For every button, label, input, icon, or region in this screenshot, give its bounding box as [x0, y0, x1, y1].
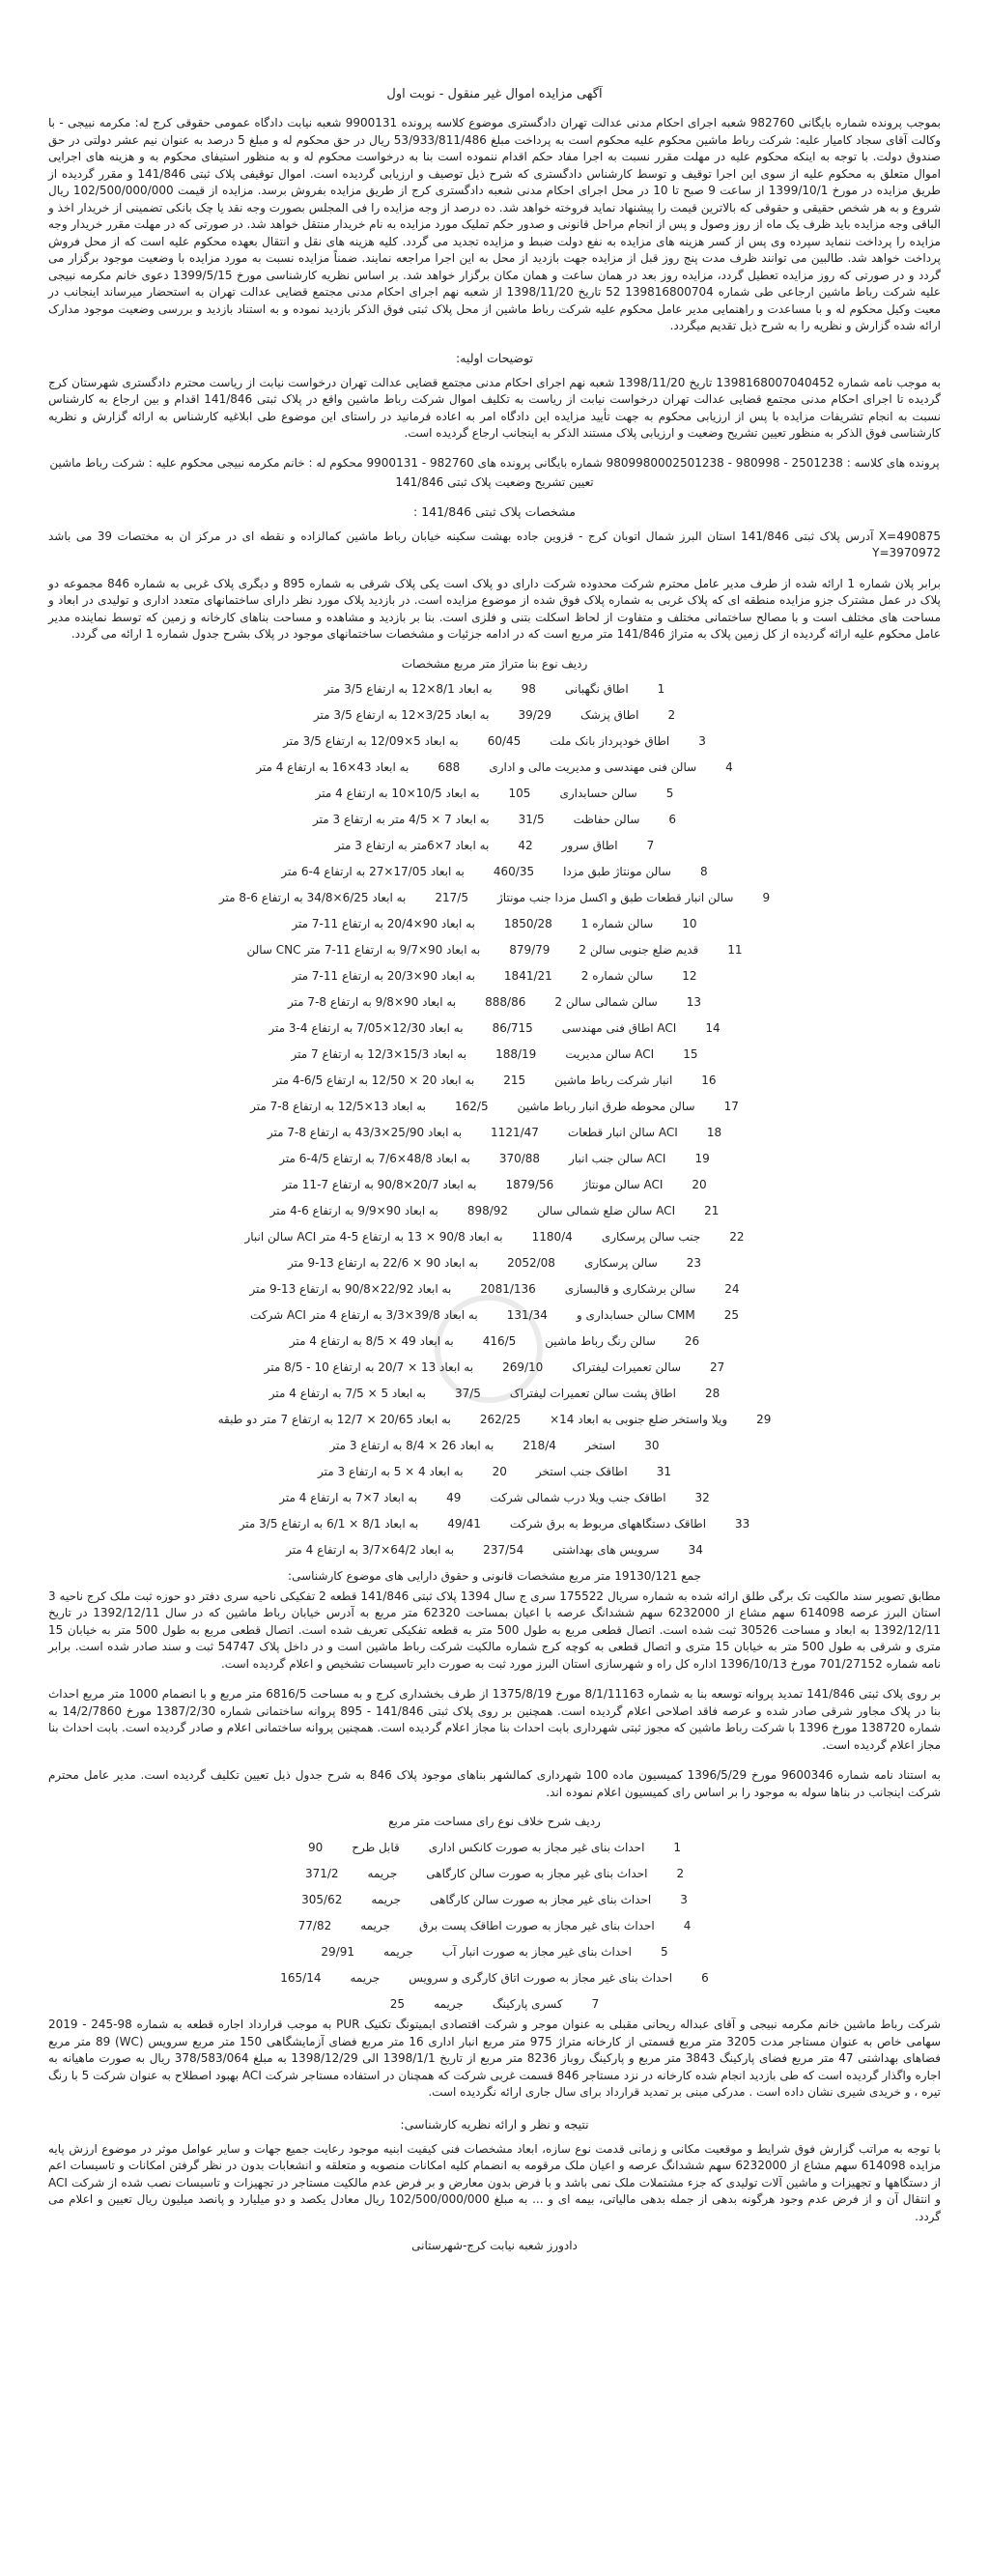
cell-n: 26: [684, 1334, 700, 1348]
violation-row: [48, 1886, 941, 1912]
cell-name: اطاقک دستگاههای مربوط به برق شرکت: [509, 1517, 707, 1531]
violations-table: [48, 1834, 941, 2017]
cell-n: 23: [686, 1256, 702, 1270]
table-row: [48, 1172, 941, 1198]
cell-spec: به ابعاد 64/2×3/7 به ارتفاع 4 متر: [286, 1543, 455, 1557]
cell-area: 370/88: [498, 1152, 541, 1165]
cell-area: 77/82: [297, 1918, 332, 1932]
cell-n: 4: [725, 760, 733, 774]
cell-n: 22: [729, 1230, 745, 1244]
cell-name: سالن حفاظت: [573, 813, 640, 826]
cell-area: 131/34: [506, 1308, 548, 1322]
cell-n: 3: [680, 1892, 688, 1906]
cell-area: 90: [307, 1840, 324, 1854]
cell-spec: به ابعاد 13×12/5 به ارتفاع 8-7 متر: [250, 1100, 427, 1113]
cell-spec: به ابعاد 90×9/8 به ارتفاع 8-7 متر: [287, 995, 457, 1009]
table-row: [48, 1459, 941, 1485]
table-row: [48, 1433, 941, 1459]
cell-n: 7: [591, 1996, 600, 2011]
violation-row: [48, 1860, 941, 1886]
cell-spec: به ابعاد 90/8 × 13 به ارتفاع 5-4 متر ACI سالن انبار: [244, 1230, 503, 1244]
cell-n: 10: [682, 917, 697, 930]
cell-n: 7: [646, 839, 655, 852]
cell-name: سالن شماره 1: [580, 917, 654, 930]
cell-desc: احداث بنای غیر مجاز به صورت سالن کارگاهی: [426, 1866, 648, 1880]
cell-vote: جریمه: [371, 1892, 402, 1906]
cell-n: 5: [660, 1944, 668, 1959]
cell-name: سالن برشکاری و قالبسازی: [564, 1282, 696, 1296]
cell-desc: احداث بنای غیر مجاز به صورت اطاقک پست برق: [418, 1918, 655, 1932]
cell-name: ACI سالن انبار قطعات: [567, 1126, 678, 1139]
cell-n: 16: [701, 1073, 717, 1087]
cell-area: 39/29: [518, 708, 552, 722]
cell-n: 18: [706, 1126, 722, 1139]
cell-spec: به ابعاد 5 × 7/5 به ارتفاع 4 متر: [268, 1387, 426, 1400]
table-row: [48, 1198, 941, 1224]
contract-paragraph: شرکت رباط ماشین خانم مکرمه نبیجی و آقای عبداله ریحانی مقبلی به عنوان موجر و شرکت اقتصادی ایمیتونگ تکنیک PUR به موجب قرارداد اجاره قطعه به شماره 98-245 - 2019 سهامی خاص به عنوان مستاجر مدت 3205 متر مربع قسمتی از کارخانه متراژ 975 متر مربع انبار اداری 16 متر مربع فضای آزمایشگاهی 150 متر مربع سرویس (WC) 89 متر مربع فضاهای بهداشتی 47 متر مربع فضای پارکینگ 3843 متر مربع و پارکینگ روباز 8236 متر مربع از تاریخ 1398/1/1 الی 1398/12/29 به مبلغ 378/583/064 ریال به صورت ماهیانه به اجاره واگذار گردیده است که طی بازدید انجام شده کارخانه در نزد مستاجر 846 قسمت غربی شرکت که همچنان در استفاده مستاجر شرکت ACI بهبود اصطلاح به عنوان شرکت 5 با رنگ تیره ، و خریدی شیری نشان داده است . مدرکی مبنی بر تمدید قرارداد برای سال جاری ارائه نگردیده است.: [48, 2018, 942, 2099]
intro-paragraph: بموجب پرونده شماره بایگانی 982760 شعبه اجرای احکام مدنی عدالت تهران دادگستری موضوع کلاسه پرونده 9900131 شعبه نیابت دادگاه عمومی حقوقی کرج له: مکرمه نبیجی - با وکالت آقای سجاد کامیار علیه: شرکت رباط ماشین محکوم علیه محکوم است به پرداخت مبلغ 53/933/811/486 ریال در حق محکوم له و مبلغ 5 درصد به عنوان نیم عشر دولتی در حق صندوق دولت. با توجه به اینکه محکوم علیه در مهلت مقرر نسبت به اجرا مفاد حکم اقدام ننموده است بنا به درخواست محکوم له و به منظور استیفای محکوم به و هزینه های اجرایی اموال متعلق به محکوم علیه از سوی این اجرا توقیف و توسط کارشناس دادگستری که شرح ذیل توصیف و ارزیابی گردیده است. اموال توقیفی پلاک ثبتی 141/846 و مقرر گردیده از طریق مزایده در مورخ 1399/10/1 از ساعت 9 صبح تا 10 در محل اجرای احکام مدنی شعبه دادگستری کرج از طریق مزایده بفروش برسد. مزایده از قیمت 102/500/000/000 ریال شروع و به هر شخص حقیقی و حقوقی که بالاترین قیمت را پیشنهاد نماید فروخته خواهد شد. ده درصد از وجه مزایده را فی المجلس بصورت وجه نقد یا چک بانکی تضمینی از خریدار اخذ و الباقی وجه مزایده باید ظرف یک ماه از روز وصول و پس از انجام مراحل قانونی و صدور حکم تملیک مورد مزایده به نام خریدار منتقل خواهد شد. در صورتی که در مهلت مقرر خریدار وجه مزایده را پرداخت ننماید سپرده وی پس از کسر هزینه های مزایده به نفع دولت ضبط و مزایده تجدید می گردد. کلیه هزینه های نقل و انتقال بعهده محکوم علیه است که از محل فروش پرداخت خواهد شد. طالبین می توانند ظرف مدت پنج روز قبل از مزایده جهت بازدید از محل به این اجرا مراجعه نمایند. ضمناً مزایده نسبت به مورد مزایده با وضعیت موجود برگزار می گردد و در صورتی که روز مزایده تعطیل گردد، مزایده روز بعد در همان ساعت و همان مکان برگزار خواهد شد. بر اساس نظریه کارشناسی مورخ 1399/5/15 دعوی خانم مکرمه نبیجی علیه شرکت رباط ماشین ارجاعی طی شماره 139816800704 52 تاریخ 1398/11/20 از شعبه نهم اجرای احکام مدنی مجتمع قضایی عدالت تهران به استحضار میرساند اینجانب در معیت وکیل محکوم له و با مساعدت و راهنمایی مدیر عامل محکوم علیه شرکت رباط ماشین از محل پلاک ثبتی فوق الذکر بازدید نموده و به استناد بازدید و بررسی وضعیت موجود مدارک ارائه شده گزارش و نظریه را به شرح ذیل تقدیم میگردد.: [47, 116, 941, 332]
cell-spec: به ابعاد 90×20/4 به ارتفاع 11-7 متر: [292, 917, 475, 930]
cell-n: 29: [756, 1413, 772, 1426]
cell-spec: به ابعاد 13 × 20/7 به ارتفاع 10 - 8/5 متر: [264, 1360, 474, 1374]
commission-paragraph: به استناد نامه شماره 9600346 مورخ 1396/5/29 کمیسیون ماده 100 شهرداری کمالشهر بناهای موجود پلاک 846 به شرح جدول ذیل تعیین تکلیف گردیده است. مدیر عامل محترم شرکت اینجانب در بناها سوله به موجود را بر اساس رای کمیسیون اعلام نموده اند.: [48, 1768, 942, 1799]
cell-area: 898/92: [466, 1204, 509, 1217]
cell-name: اطاق سرور: [561, 839, 618, 852]
cell-area: 1850/28: [503, 917, 552, 930]
cell-spec: به ابعاد 5×12/09 به ارتفاع 3/5 متر: [283, 734, 459, 748]
cell-n: 17: [723, 1100, 739, 1113]
cell-vote: جریمه: [360, 1918, 390, 1932]
cell-n: 21: [704, 1204, 720, 1217]
cell-area: 1879/56: [505, 1178, 554, 1191]
cell-spec: به ابعاد 25/90×43/3 به ارتفاع 8-7 متر: [267, 1126, 463, 1139]
table-row: [48, 1146, 941, 1172]
cell-n: 20: [692, 1178, 707, 1191]
cell-area: 2052/08: [507, 1256, 555, 1270]
cell-name: اطاقک جنب استخر: [535, 1465, 628, 1478]
cell-name: سالن پرسکاری: [583, 1256, 658, 1270]
case-line: پرونده های کلاسه : 2501238 - 980998 - 9809980002501238 شماره بایگانی پرونده های 982760 - 9900131 محکوم له : خانم مکرمه نبیجی محکوم علیه : شرکت رباط ماشین: [49, 455, 940, 470]
cell-name: انبار شرکت رباط ماشین: [554, 1073, 673, 1087]
violation-row: [48, 1938, 941, 1964]
cell-area: 460/35: [493, 865, 535, 878]
cell-area: 1121/47: [491, 1126, 539, 1139]
cell-spec: به ابعاد 22/92×90/8 به ارتفاع 13-9 متر: [249, 1282, 452, 1296]
cell-n: 3: [698, 734, 706, 748]
cell-n: 31: [656, 1465, 671, 1478]
cell-vote: جریمه: [350, 1970, 381, 1985]
cell-area: 218/4: [523, 1439, 556, 1452]
cell-area: 60/45: [487, 734, 522, 748]
table-row: [48, 859, 941, 885]
cell-spec: به ابعاد 17/05×27 به ارتفاع 4-6 متر: [281, 865, 465, 878]
table-row: [48, 1250, 941, 1276]
table-row: [48, 1407, 941, 1433]
table-row: [48, 911, 941, 937]
cell-name: سالن شماره 2: [580, 969, 654, 983]
cell-n: 28: [704, 1387, 721, 1400]
cell-desc: احداث بنای غیر مجاز به صورت کانکس اداری: [428, 1840, 645, 1854]
cell-name: ACI سالن ضلع شمالی سالن: [537, 1204, 676, 1217]
cell-area: 42: [518, 839, 533, 852]
cell-n: 4: [683, 1918, 692, 1932]
table-row: [48, 833, 941, 859]
cell-n: 13: [686, 995, 702, 1009]
cell-area: 162/5: [455, 1100, 489, 1113]
cell-spec: به ابعاد 8/1 × 6/1 به ارتفاع 3/5 متر: [239, 1517, 419, 1531]
cell-n: 33: [735, 1517, 750, 1531]
cell-spec: به ابعاد 49 × 8/5 به ارتفاع 4 متر: [289, 1334, 454, 1348]
table-row: [48, 1120, 941, 1146]
cell-area: 888/86: [485, 995, 526, 1009]
cell-name: ACI اطاق فنی مهندسی: [561, 1021, 677, 1035]
table-row: [48, 807, 941, 833]
cell-area: 165/14: [280, 1970, 322, 1985]
cell-n: 34: [688, 1543, 703, 1557]
cell-desc: احداث بنای غیر مجاز به صورت انبار آب: [441, 1944, 632, 1959]
violation-row: [48, 1964, 941, 1990]
cell-name: استخر: [584, 1439, 616, 1452]
cell-name: سالن محوطه طرق انبار رباط ماشین: [517, 1100, 695, 1113]
cell-area: 416/5: [482, 1334, 517, 1348]
spec-heading: مشخصات پلاک ثبتی 141/846 :: [413, 503, 576, 519]
table-row: [48, 1068, 941, 1094]
cell-n: 27: [710, 1360, 725, 1374]
cell-name: سالن حسابداری: [559, 787, 637, 800]
cell-n: 14: [705, 1021, 721, 1035]
cell-area: 305/62: [301, 1892, 343, 1906]
cell-spec: به ابعاد 90×20/3 به ارتفاع 11-7 متر: [292, 969, 475, 983]
cell-name: اطاق خودپرداز بانک ملت: [550, 734, 670, 748]
cell-n: 8: [699, 865, 708, 878]
cell-name: ویلا واستخر ضلع جنوبی به ابعاد 14×: [550, 1413, 728, 1426]
cell-area: 25: [389, 1996, 406, 2011]
table-row: [48, 702, 941, 729]
cell-n: 32: [694, 1491, 710, 1504]
cell-area: 20: [492, 1465, 507, 1478]
cell-area: 371/2: [304, 1866, 339, 1880]
cell-area: 688: [438, 760, 461, 774]
spec-paragraph: X=490875 آدرس پلاک ثبتی 141/846 استان البرز شمال اتوبان کرج - قزوین جاده بهشت سکینه خیابان رباط ماشین کمالزاده و نقطه ای در مرکز ان به مختصات 39 می باشد Y=3970972: [48, 529, 942, 559]
cell-area: 29/91: [321, 1944, 355, 1959]
table-row: [48, 676, 941, 702]
notice-title: آگهی مزایده اموال غیر منقول - نوبت اول: [386, 87, 603, 101]
table-row: [48, 1042, 941, 1068]
cell-area: 49: [446, 1491, 462, 1504]
cell-n: 30: [644, 1439, 660, 1452]
cell-spec: به ابعاد 20 × 12/50 به ارتفاع 6/5-4 متر: [272, 1073, 475, 1087]
cell-n: 2: [676, 1866, 685, 1880]
cell-n: 24: [724, 1282, 740, 1296]
table-row: [48, 1276, 941, 1302]
table-total: جمع 19130/121 متر مربع مشخصات قانونی و حقوق دارایی های موضوع کارشناسی:: [288, 1568, 701, 1583]
cell-spec: به ابعاد 3/25×12 به ارتفاع 3/5 متر: [313, 708, 490, 722]
cell-area: 188/19: [495, 1047, 537, 1061]
cell-name: اطاق پشت سالن تعمیرات لیفتراک: [509, 1387, 676, 1400]
table-row: [48, 1485, 941, 1511]
cell-vote: جریمه: [434, 1996, 464, 2011]
cell-n: 2: [667, 708, 676, 722]
cell-spec: به ابعاد 8/1×12 به ارتفاع 3/5 متر: [324, 682, 493, 696]
cell-n: 1: [657, 682, 665, 696]
conclusion-paragraph: با توجه به مراتب گزارش فوق شرایط و موقعیت مکانی و زمانی قدمت نوع سازه، ابعاد مشخصات فنی کیفیت ابنیه موجود رعایت جمیع جهات و سایر عوامل موثر در موضوع ارزش پایه مزایده 614098 سهم مشاع از 6232000 سهم ششدانگ عرصه و اعیان ملک مرقومه به انضمام کلیه امکانات منصوبه و متعلقه و انشعابات بدون در نظر گرفتن امکانات و تاسیسات اعم از دستگاهها و تجهیزات و ماشین آلات تولیدی که جزء مشتملات ملک نمی باشد و با فرض بدون معارض و بر فرض عدم مالکیت مستاجر در تجهیزات و تاسیسات نصب شده از شرکت ACI و انتقال آن و از فرض عدم وجود هرگونه بدهی از جمله بدهی مالیاتی، بیمه ای و ... به مبلغ 102/500/000/000 ریال معادل یکصد و دو میلیارد و پانصد میلیون ریال تعیین و اعلام می گردد.: [48, 2141, 941, 2223]
conclusion-heading: نتیجه و نظر و ارائه نظریه کارشناسی:: [400, 2116, 589, 2132]
cell-name: قدیم ضلع جنوبی سالن 2: [579, 943, 699, 957]
cell-spec: به ابعاد 10/5×10 به ارتفاع 4 متر: [315, 787, 480, 800]
cell-spec: به ابعاد 20/65 × 12/7 به ارتفاع 7 متر دو طبقه: [217, 1413, 451, 1426]
table-row: [48, 1355, 941, 1381]
table-row: [48, 1537, 941, 1563]
violation-row: [48, 1912, 941, 1938]
cell-name: CMM سالن حسابداری و: [576, 1308, 695, 1322]
building-table: [48, 676, 941, 1563]
cell-area: 49/41: [447, 1517, 481, 1531]
building-table-header: ردیف نوع بنا متراژ متر مربع مشخصات: [401, 656, 588, 671]
cell-area: 2081/136: [480, 1282, 536, 1296]
table-row: [48, 1302, 941, 1329]
explain-heading: توضیحات اولیه:: [456, 350, 533, 365]
cell-spec: به ابعاد 7×7 به ارتفاع 4 متر: [279, 1491, 418, 1504]
cell-spec: به ابعاد 15/3×12/3 به ارتفاع 7 متر: [291, 1047, 467, 1061]
cell-name: سالن مونتاژ طبق مزدا: [563, 865, 671, 878]
cell-desc: کسری پارکینگ: [492, 1996, 563, 2011]
cell-name: سالن انبار قطعات طبق و اکسل مزدا جنب مونتاژ: [497, 891, 734, 904]
cell-spec: به ابعاد 20/7×90/8 به ارتفاع 7-11 متر: [282, 1178, 477, 1191]
table-row: [48, 1224, 941, 1250]
cell-area: 879/79: [509, 943, 551, 957]
cell-spec: به ابعاد 90 × 22/6 به ارتفاع 13-9 متر: [287, 1256, 479, 1270]
cell-n: 11: [727, 943, 743, 957]
cell-n: 9: [762, 891, 771, 904]
cell-name: سالن تعمیرات لیفتراک: [572, 1360, 682, 1374]
table-row: [48, 781, 941, 807]
violation-row: [48, 1834, 941, 1860]
cell-name: اطاق نگهبانی: [564, 682, 629, 696]
cell-spec: به ابعاد 6/25×34/8 به ارتفاع 6-8 متر: [218, 891, 407, 904]
cell-area: 217/5: [435, 891, 468, 904]
cell-name: اطاق پزشک: [580, 708, 639, 722]
cell-n: 5: [665, 787, 674, 800]
legal-paragraph: مطابق تصویر سند مالکیت تک برگی طلق ارائه شده به شماره سریال 175522 سری ج سال 1394 پلاک ثبتی 141/846 قطعه 2 تفکیکی ناحیه سری دفتر دو حوزه ثبت ملک کرج ناحیه 3 استان البرز عرصه 614098 سهم مشاع از 6232000 سهم ششدانگ عرصه با اعیان بمساحت 62320 متر مربع به آدرس خیابان رباط ماشین که در سال 1392/12/11 در تاریخ 1392/12/11 به ابعاد و مساحت 30526 ثبت شده است. اتصال قطعی مربع به طول 500 متر به قطعه تفکیکی تعریف شده است. اتصال قطعی مربع به طول 500 متر به خیابان 15 متری و شرقی به طول 500 متر به خیابان 15 متری و اتصال قطعی به کوچه کرج شماره مالکیت شرکت رباط ماشین است و در داخل پلاک 54747 ثبت و سند صادر شده است. برابر نامه شماره 701/27152 مورخ 1396/10/13 اداره کل راه و شهرسازی استان البرز مورد ثبت به صورت دایر تاسیسات تشخیص و اعلام گردیده است.: [48, 1589, 942, 1671]
cell-spec: به ابعاد 7 × 4/5 متر به ارتفاع 3 متر: [312, 813, 490, 826]
cell-n: 1: [673, 1840, 682, 1854]
cell-spec: به ابعاد 4 × 5 به ارتفاع 3 متر: [318, 1465, 464, 1478]
cell-name: ACI سالن مدیریت: [565, 1047, 655, 1061]
table-row: [48, 885, 941, 911]
table-row: [48, 1511, 941, 1537]
cell-n: 6: [668, 813, 677, 826]
cell-spec: به ابعاد 39/8×3/3 به ارتفاع 4 متر ACI شرکت: [250, 1308, 478, 1322]
table-row: [48, 729, 941, 755]
cell-area: 215: [503, 1073, 526, 1087]
table-row: [48, 1094, 941, 1120]
cell-area: 237/54: [483, 1543, 524, 1557]
table-row: [48, 1016, 941, 1042]
cell-vote: قابل طرح: [352, 1840, 400, 1854]
cell-spec: به ابعاد 90×9/9 به ارتفاع 6-4 متر: [269, 1204, 438, 1217]
permit-paragraph: بر روی پلاک ثبتی 141/846 تمدید پروانه توسعه بنا به شماره 8/1/11163 مورخ 1375/8/19 از طرف بخشداری کرج و به مساحت 6816/5 متر مربع و با انضمام 1000 متر مربع احداث بنا در پلاک مجاور شرقی صادر شده و عرصه فاقد اصلاحی اعلام گردیده است. همچنین بر روی پلاک ثبتی 141/846 - 895 پروانه ساختمانی شماره 1387/2/30 مورخ 14/2/7860 به شماره 138720 مورخ 1396 با شرکت رباط ماشین که مجوز ثبتی شهرداری بابت احداث بنا مجاز اعلام گردیده است. همچنین پروانه ساختمانی اعلام و صادر گردیده است. بابت احداث بنا مجاز اعلام گردیده است.: [48, 1687, 942, 1752]
cell-area: 105: [508, 787, 531, 800]
site-paragraph: برابر پلان شماره 1 ارائه شده از طرف مدیر عامل محترم شرکت محدوده شرکت دارای دو پلاک است یکی پلاک شرقی به شماره 895 و دیگری پلاک غربی به شماره 846 مجموعه دو پلاک در عمل مشترک جزو مزایده منطقه ای که پلاک غربی به شماره پلاک فوق شده از موضوع مزایده است. در بازدید پلاک مورد نظر دارای ساختمانهای متعدد اداری و تولیدی در ابعاد و مساحت های مختلف است و با مصالح ساختمانی مختلف و متفاوت از لحاظ اسکلت بتنی و فلزی است. بنا بر بازدید و مشاهده و مساحت بناهای کارخانه و زمین که توسط نماینده مدیر عامل محکوم علیه ارائه گردیده از کل زمین پلاک به متراژ 141/846 متر مربع است که در ادامه جزئیات و مشخصات ساختمانهای موجود در پلاک بشرح جدول شماره 1 ارائه می گردد.: [48, 576, 942, 641]
cell-name: سالن شمالی سالن 2: [554, 995, 658, 1009]
cell-vote: جریمه: [383, 1944, 413, 1959]
cell-desc: احداث بنای غیر مجاز به صورت سالن کارگاهی: [430, 1892, 652, 1906]
cell-n: 19: [694, 1152, 710, 1165]
cell-spec: به ابعاد 26 × 8/4 به ارتفاع 3 متر: [329, 1439, 494, 1452]
cell-name: ACI سالن مونتاژ: [582, 1178, 664, 1191]
cell-area: 86/715: [492, 1021, 533, 1035]
cell-area: 98: [521, 682, 536, 696]
signature: دادورز شعبه نیابت کرج-شهرستانی: [411, 2239, 578, 2252]
cell-vote: جریمه: [367, 1866, 398, 1880]
scope-heading: تعیین تشریح وضعیت پلاک ثبتی 141/846: [395, 474, 594, 489]
cell-spec: به ابعاد 43×16 به ارتفاع 4 متر: [256, 760, 410, 774]
violations-table-header: ردیف شرح خلاف نوع رای مساحت متر مربع: [388, 1815, 601, 1828]
cell-area: 269/10: [502, 1360, 544, 1374]
cell-name: سرویس های بهداشتی: [552, 1543, 660, 1557]
table-row: [48, 1329, 941, 1355]
cell-spec: به ابعاد 12/30×7/05 به ارتفاع 4-3 متر: [268, 1021, 464, 1035]
cell-name: ACI سالن جنب انبار: [569, 1152, 666, 1165]
cell-name: جنب سالن پرسکاری: [601, 1230, 701, 1244]
cell-name: سالن رنگ رباط ماشین: [545, 1334, 656, 1348]
table-row: [48, 937, 941, 963]
cell-area: 1841/21: [503, 969, 552, 983]
cell-n: 6: [701, 1970, 709, 1985]
cell-area: 37/5: [454, 1387, 481, 1400]
table-row: [48, 989, 941, 1016]
cell-area: 1180/4: [531, 1230, 573, 1244]
cell-spec: به ابعاد 48/8×7/6 به ارتفاع 4/5-6 متر: [279, 1152, 470, 1165]
violation-row: [48, 1990, 941, 2017]
cell-n: 15: [683, 1047, 698, 1061]
cell-n: 25: [723, 1308, 739, 1322]
table-row: [48, 963, 941, 989]
cell-n: 12: [682, 969, 697, 983]
cell-spec: به ابعاد 90×9/7 به ارتفاع 11-7 متر CNC سالن: [246, 943, 481, 957]
explain-paragraph: به موجب نامه شماره 1398168007040452 تاریخ 1398/11/20 شعبه نهم اجرای احکام مدنی مجتمع قضایی عدالت تهران درخواست نیابت از ریاست محترم دادگستری شهرستان کرج گردیده تا اجرای احکام مدنی مجتمع قضایی عدالت تهران درخواست نیابت از ریاست به تکلیف اموال شرکت رباط ماشین واقع در پلاک ثبتی 141/846 اقدام و بین ارجاع به کارشناس نسبت به انجام تشریفات مزایده با پس از ارزیابی محکوم به جهت تأیید مزایده این دادگاه امر به اعاده فرمانید در راستای این موضوع طی ابلاغیه کارشناس به ارائه گزارش و نظریه کارشناسی فوق الذکر به منظور تعیین تشریح وضعیت و ارزیابی پلاک مستند الذکر به اینجانب ارجاع گردیده است.: [48, 375, 941, 440]
cell-name: اطاقک جنب ویلا درب شمالی شرکت: [490, 1491, 666, 1504]
cell-desc: احداث بنای غیر مجاز به صورت اتاق کارگری و سرویس: [409, 1970, 673, 1985]
table-row: [48, 755, 941, 781]
cell-spec: به ابعاد 7×6متر به ارتفاع 3 متر: [334, 839, 490, 852]
cell-name: سالن فنی مهندسی و مدیریت مالی و اداری: [489, 760, 697, 774]
cell-area: 262/25: [479, 1413, 522, 1426]
cell-area: 31/5: [518, 813, 545, 826]
table-row: [48, 1381, 941, 1407]
